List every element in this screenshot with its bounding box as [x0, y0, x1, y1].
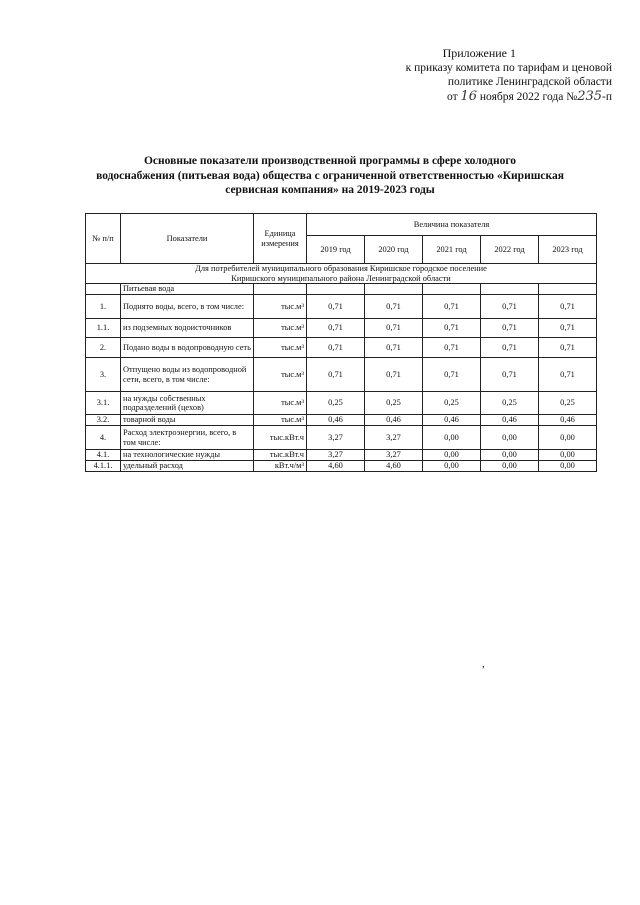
- row-value: 0,71: [423, 319, 481, 338]
- header-year: 2021 год: [423, 236, 481, 264]
- row-value: 0,46: [423, 415, 481, 426]
- data-rows: [86, 295, 597, 472]
- appendix-block: [406, 46, 612, 104]
- section-empty-cell: [481, 284, 539, 295]
- section-empty-cell: [86, 284, 121, 295]
- row-value: 0,25: [481, 392, 539, 415]
- row-value: 3,27: [365, 426, 423, 450]
- row-indicator: Поднято воды, всего, в том числе:: [121, 295, 254, 319]
- row-value: 0,00: [423, 450, 481, 461]
- table-row: [86, 338, 597, 358]
- row-unit: тыс.кВт.ч: [254, 450, 307, 461]
- row-value: 0,71: [365, 295, 423, 319]
- row-unit: тыс.кВт.ч: [254, 426, 307, 450]
- row-number: 3.: [86, 358, 121, 392]
- row-unit: тыс.м³: [254, 338, 307, 358]
- title-line-1: Основные показатели производственной программы в сфере холодного: [143, 155, 517, 167]
- appendix-title: Приложение 1: [442, 46, 516, 60]
- region-line-1: Для потребителей муниципального образования Киришское городское поселение: [195, 264, 487, 273]
- row-value: 3,27: [307, 426, 365, 450]
- section-label: Питьевая вода: [121, 284, 254, 295]
- row-value: 0,71: [423, 295, 481, 319]
- table-row: [86, 319, 597, 338]
- header-num: № п/п: [86, 214, 121, 264]
- row-value: 0,25: [539, 392, 597, 415]
- section-empty-cell: [365, 284, 423, 295]
- region-cell: [86, 264, 597, 284]
- row-value: 0,25: [307, 392, 365, 415]
- row-value: 0,71: [423, 358, 481, 392]
- row-value: 0,25: [365, 392, 423, 415]
- table-row: [86, 358, 597, 392]
- row-value: 4,60: [365, 461, 423, 472]
- row-value: 0,71: [481, 358, 539, 392]
- row-value: 0,46: [481, 415, 539, 426]
- appendix-date-prefix: от: [446, 90, 458, 103]
- stray-mark: ,: [482, 658, 485, 670]
- section-empty-cell: [423, 284, 481, 295]
- row-unit: тыс.м³: [254, 415, 307, 426]
- row-number: 3.2.: [86, 415, 121, 426]
- header-year: 2019 год: [307, 236, 365, 264]
- table-row: [86, 426, 597, 450]
- row-value: 3,27: [365, 450, 423, 461]
- row-value: 0,71: [307, 338, 365, 358]
- row-unit: тыс.м³: [254, 295, 307, 319]
- row-indicator: на нужды собственных подразделений (цехов): [121, 392, 254, 415]
- row-value: 0,71: [365, 338, 423, 358]
- appendix-line-1: к приказу комитета по тарифам и ценовой: [405, 61, 612, 74]
- row-indicator: Подано воды в водопроводную сеть: [121, 338, 254, 358]
- row-unit: тыс.м³: [254, 358, 307, 392]
- table-row: [86, 295, 597, 319]
- document-title: [95, 154, 565, 198]
- header-name: Показатели: [121, 214, 254, 264]
- row-value: 0,71: [481, 319, 539, 338]
- row-indicator: на технологические нужды: [121, 450, 254, 461]
- section-empty-cell: [307, 284, 365, 295]
- row-value: 0,71: [481, 338, 539, 358]
- title-line-2: водоснабжения (питьевая вода) общества с ограниченной ответственностью «Киришская: [96, 169, 564, 182]
- row-number: 2.: [86, 338, 121, 358]
- row-value: 0,71: [307, 295, 365, 319]
- handwritten-number: 235: [577, 88, 603, 104]
- appendix-date-suffix: -п: [602, 90, 612, 103]
- row-number: 3.1.: [86, 392, 121, 415]
- section-row: [86, 284, 597, 295]
- appendix-line-3: [406, 90, 612, 105]
- table-row: [86, 415, 597, 426]
- row-value: 0,46: [307, 415, 365, 426]
- header-value-group: Величина показателя: [307, 214, 597, 236]
- table-row: [86, 392, 597, 415]
- row-indicator: Расход электроэнергии, всего, в том числе:: [121, 426, 254, 450]
- row-unit: кВт.ч/м³: [254, 461, 307, 472]
- row-value: 0,71: [539, 358, 597, 392]
- section-empty-cell: [539, 284, 597, 295]
- row-indicator: удельный расход: [121, 461, 254, 472]
- row-value: 0,00: [539, 450, 597, 461]
- header-year: 2022 год: [481, 236, 539, 264]
- row-value: 0,00: [481, 461, 539, 472]
- appendix-date-mid: ноября 2022 года №: [479, 90, 578, 103]
- row-value: 0,00: [539, 426, 597, 450]
- row-number: 4.: [86, 426, 121, 450]
- row-value: 0,71: [423, 338, 481, 358]
- row-unit: тыс.м³: [254, 319, 307, 338]
- header-unit: Единица измерения: [254, 214, 307, 264]
- table-row: [86, 461, 597, 472]
- row-number: 1.1.: [86, 319, 121, 338]
- row-value: 0,71: [481, 295, 539, 319]
- row-value: 0,46: [365, 415, 423, 426]
- row-value: 3,27: [307, 450, 365, 461]
- row-value: 0,71: [307, 319, 365, 338]
- row-value: 4,60: [307, 461, 365, 472]
- row-value: 0,00: [423, 426, 481, 450]
- row-number: 1.: [86, 295, 121, 319]
- row-value: 0,00: [481, 426, 539, 450]
- row-value: 0,71: [539, 295, 597, 319]
- region-line-2: Киришского муниципального района Ленинградской области: [231, 273, 451, 283]
- row-value: 0,71: [539, 319, 597, 338]
- row-value: 0,71: [539, 338, 597, 358]
- header-year: 2023 год: [539, 236, 597, 264]
- row-value: 0,25: [423, 392, 481, 415]
- row-value: 0,00: [539, 461, 597, 472]
- appendix-line-2: политике Ленинградской области: [447, 76, 612, 88]
- row-indicator: товарной воды: [121, 415, 254, 426]
- section-empty-cell: [254, 284, 307, 295]
- indicators-table: [85, 213, 597, 472]
- row-value: 0,71: [365, 319, 423, 338]
- header-year: 2020 год: [365, 236, 423, 264]
- title-line-3: сервисная компания» на 2019-2023 годы: [225, 184, 435, 196]
- row-value: 0,00: [481, 450, 539, 461]
- handwritten-day: 16: [460, 88, 478, 104]
- row-value: 0,46: [539, 415, 597, 426]
- row-number: 4.1.1.: [86, 461, 121, 472]
- row-value: 0,71: [307, 358, 365, 392]
- row-unit: тыс.м³: [254, 392, 307, 415]
- row-number: 4.1.: [86, 450, 121, 461]
- row-value: 0,71: [365, 358, 423, 392]
- row-indicator: из подземных водоисточников: [121, 319, 254, 338]
- region-row: [86, 264, 597, 284]
- table-row: [86, 450, 597, 461]
- row-value: 0,00: [423, 461, 481, 472]
- row-indicator: Отпущено воды из водопроводной сети, всего, в том числе:: [121, 358, 254, 392]
